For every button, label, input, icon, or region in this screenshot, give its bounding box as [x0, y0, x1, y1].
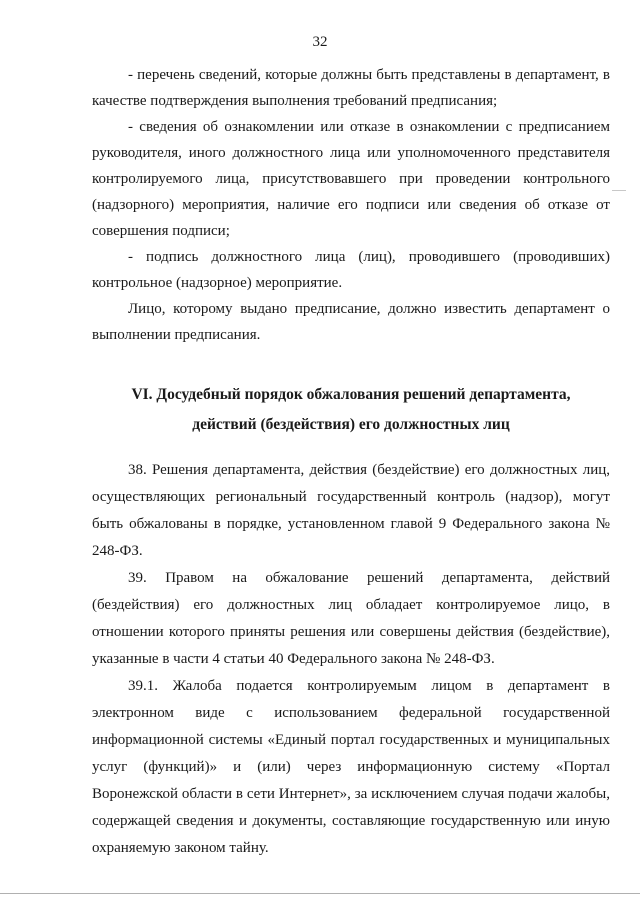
list-item-signature: - подпись должностного лица (лиц), проводившего (проводивших) контрольное (надзорное) мероприятие.: [92, 249, 610, 291]
section-heading: [92, 380, 610, 440]
scan-bottom-line: [0, 893, 640, 894]
clause-39: 39. Правом на обжалование решений департамента, действий (бездействия) его должностных лиц обладает контролируемое лицо, в отношении которого приняты решения или совершены действия (бездействие), указанные в части 4 статьи 40 Федерального закона № 248-ФЗ.: [92, 570, 610, 667]
clause-38: 38. Решения департамента, действия (бездействие) его должностных лиц, осуществляющих региональный государственный контроль (надзор), могут быть обжалованы в порядке, установленном главой 9 Федерального закона № 248-ФЗ.: [92, 462, 610, 559]
scan-mark-right: [612, 190, 626, 191]
top-section: [92, 62, 610, 348]
list-item-acknowledgement: - сведения об ознакомлении или отказе в ознакомлении с предписанием руководителя, иного должностного лица или уполномоченного представителя контролируемого лица, присутствовавшего при проведении контрольного (надзорного) мероприятия, наличие его подписи или сведения об отказе от совершения подписи;: [92, 119, 610, 239]
list-item-required-info: - перечень сведений, которые должны быть представлены в департамент, в качестве подтверждения выполнения требований предписания;: [92, 67, 610, 109]
page-number: 32: [312, 34, 328, 50]
paragraph-notify-department: Лицо, которому выдано предписание, должно известить департамент о выполнении предписания.: [92, 301, 610, 343]
section-heading-line-2: действий (бездействия) его должностных лиц: [192, 416, 510, 433]
bottom-section: [92, 457, 610, 862]
section-heading-line-1: VI. Досудебный порядок обжалования решений департамента,: [131, 386, 571, 403]
clause-39-1: 39.1. Жалоба подается контролируемым лицом в департамент в электронном виде с использованием федеральной государственной информационной системы «Единый портал государственных и муниципальных услуг (функций)» и (или) через информационную систему «Портал Воронежской области в сети Интернет», за исключением случая подачи жалобы, содержащей сведения и документы, составляющие государственную или иную охраняемую законом тайну.: [92, 678, 610, 856]
